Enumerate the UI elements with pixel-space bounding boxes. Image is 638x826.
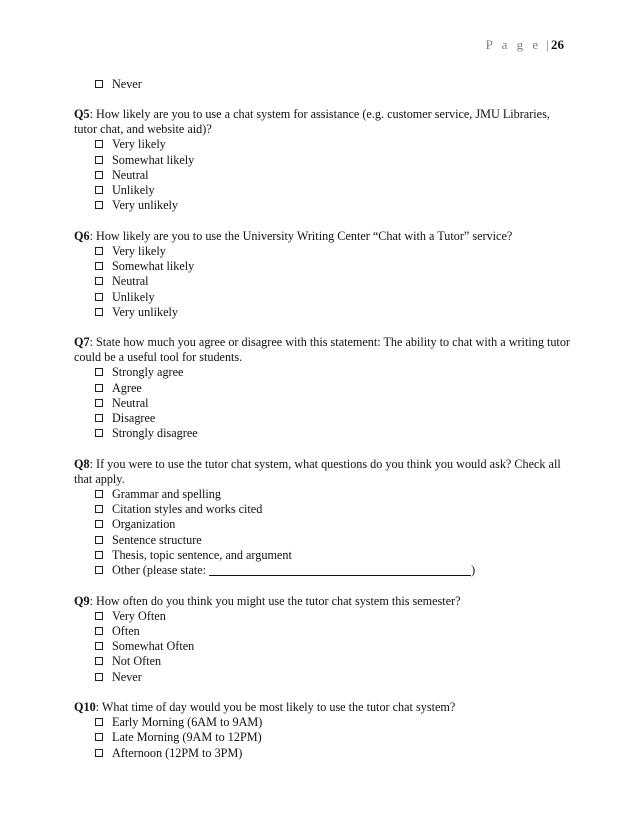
- question-number: Q9: [74, 593, 90, 608]
- option-label: Early Morning (6AM to 9AM): [112, 715, 263, 730]
- option-item[interactable]: [95, 639, 574, 654]
- option-item-other[interactable]: [95, 563, 574, 578]
- option-item[interactable]: [95, 396, 574, 411]
- option-item[interactable]: [95, 670, 574, 685]
- checkbox-icon[interactable]: [95, 247, 103, 255]
- checkbox-icon[interactable]: [95, 749, 103, 757]
- checkbox-icon[interactable]: [95, 612, 103, 620]
- option-label: Neutral: [112, 274, 149, 289]
- question-q10: [74, 700, 574, 715]
- question-number: Q7: [74, 335, 90, 350]
- checkbox-icon[interactable]: [95, 80, 103, 88]
- checkbox-icon[interactable]: [95, 308, 103, 316]
- option-label: Very likely: [112, 137, 166, 152]
- option-label: Late Morning (9AM to 12PM): [112, 730, 262, 745]
- checkbox-icon[interactable]: [95, 505, 103, 513]
- option-label: Somewhat likely: [112, 259, 195, 274]
- option-item[interactable]: [95, 381, 574, 396]
- option-label: Grammar and spelling: [112, 486, 221, 501]
- checkbox-icon[interactable]: [95, 642, 103, 650]
- option-item[interactable]: [95, 502, 574, 517]
- question-q7: [74, 335, 574, 365]
- other-label: Other (please state:: [112, 563, 210, 578]
- option-label: Somewhat likely: [112, 152, 195, 167]
- option-label: Thesis, topic sentence, and argument: [112, 547, 292, 562]
- option-item[interactable]: [95, 153, 574, 168]
- option-item[interactable]: [95, 274, 574, 289]
- option-item[interactable]: [95, 609, 574, 624]
- checkbox-icon[interactable]: [95, 368, 103, 376]
- checkbox-icon[interactable]: [95, 536, 103, 544]
- option-label: Organization: [112, 517, 176, 532]
- option-item[interactable]: [95, 548, 574, 563]
- question-q8: [74, 457, 574, 487]
- option-item[interactable]: [95, 411, 574, 426]
- option-label: Sentence structure: [112, 532, 202, 547]
- checkbox-icon[interactable]: [95, 277, 103, 285]
- option-item[interactable]: [95, 290, 574, 305]
- checkbox-icon[interactable]: [95, 673, 103, 681]
- option-label: Very unlikely: [112, 198, 179, 213]
- page-label: P a g e: [485, 37, 542, 52]
- question-gap: [74, 92, 574, 107]
- question-list: [74, 92, 574, 761]
- question-q5: [74, 107, 574, 137]
- option-item[interactable]: [95, 137, 574, 152]
- checkbox-icon[interactable]: [95, 156, 103, 164]
- option-item[interactable]: [95, 426, 574, 441]
- checkbox-icon[interactable]: [95, 718, 103, 726]
- question-text: : How likely are you to use the University Writing Center “Chat with a Tutor” service?: [89, 228, 513, 243]
- option-label: Very Often: [112, 608, 166, 623]
- checkbox-icon[interactable]: [95, 399, 103, 407]
- option-item[interactable]: [95, 746, 574, 761]
- checkbox-icon[interactable]: [95, 186, 103, 194]
- checkbox-icon[interactable]: [95, 627, 103, 635]
- option-item[interactable]: [95, 517, 574, 532]
- option-item[interactable]: [95, 715, 574, 730]
- option-label: Neutral: [112, 167, 149, 182]
- checkbox-icon[interactable]: [95, 140, 103, 148]
- question-number: Q6: [74, 228, 90, 243]
- checkbox-icon[interactable]: [95, 201, 103, 209]
- question-text: : How often do you think you might use the tutor chat system this semester?: [89, 593, 461, 608]
- checkbox-icon[interactable]: [95, 429, 103, 437]
- checkbox-icon[interactable]: [95, 262, 103, 270]
- option-item[interactable]: [95, 168, 574, 183]
- question-gap: [74, 320, 574, 335]
- question-text: : If you were to use the tutor chat system, what questions do you think you would ask? Check all that apply.: [74, 456, 561, 486]
- other-close: ): [471, 563, 476, 578]
- option-label: Unlikely: [112, 183, 155, 198]
- other-input-line[interactable]: [209, 565, 471, 576]
- option-label: Citation styles and works cited: [112, 502, 263, 517]
- option-label: Disagree: [112, 411, 156, 426]
- question-q6: [74, 229, 574, 244]
- checkbox-icon[interactable]: [95, 490, 103, 498]
- option-item[interactable]: [95, 533, 574, 548]
- option-item[interactable]: [95, 365, 574, 380]
- checkbox-icon[interactable]: [95, 414, 103, 422]
- option-label: Never: [112, 77, 142, 91]
- checkbox-icon[interactable]: [95, 293, 103, 301]
- question-text: : What time of day would you be most likely to use the tutor chat system?: [95, 700, 456, 715]
- question-text: : State how much you agree or disagree with this statement: The ability to chat with a writing tutor could be a useful tool for students.: [74, 335, 570, 365]
- page-header: [486, 37, 564, 53]
- question-gap: [74, 579, 574, 594]
- question-text: : How likely are you to use a chat system for assistance (e.g. customer service, JMU Libraries, tutor chat, and website aid)?: [74, 107, 550, 137]
- option-label: Somewhat Often: [112, 639, 195, 654]
- option-item[interactable]: [95, 244, 574, 259]
- checkbox-icon[interactable]: [95, 566, 103, 574]
- checkbox-icon[interactable]: [95, 520, 103, 528]
- option-label: Strongly agree: [112, 365, 184, 380]
- checkbox-icon[interactable]: [95, 657, 103, 665]
- option-item[interactable]: [95, 77, 574, 92]
- option-item[interactable]: [95, 730, 574, 745]
- page-separator: |: [546, 37, 549, 52]
- checkbox-icon[interactable]: [95, 171, 103, 179]
- option-label: Often: [112, 623, 140, 638]
- option-label: Afternoon (12PM to 3PM): [112, 745, 243, 760]
- question-number: Q8: [74, 456, 90, 471]
- option-item[interactable]: [95, 487, 574, 502]
- question-gap: [74, 685, 574, 700]
- option-label: Agree: [112, 380, 142, 395]
- option-item[interactable]: [95, 305, 574, 320]
- option-label: Never: [112, 669, 142, 684]
- option-item[interactable]: [95, 198, 574, 213]
- option-label: Neutral: [112, 395, 149, 410]
- checkbox-icon[interactable]: [95, 384, 103, 392]
- question-gap: [74, 442, 574, 457]
- option-item[interactable]: [95, 259, 574, 274]
- question-q9: [74, 594, 574, 609]
- option-item[interactable]: [95, 654, 574, 669]
- option-label: Not Often: [112, 654, 162, 669]
- option-label: Very unlikely: [112, 304, 179, 319]
- option-item[interactable]: [95, 624, 574, 639]
- option-label: Unlikely: [112, 289, 155, 304]
- checkbox-icon[interactable]: [95, 733, 103, 741]
- option-label: Very likely: [112, 243, 166, 258]
- question-gap: [74, 214, 574, 229]
- page-number: 26: [551, 37, 564, 52]
- question-number: Q5: [74, 107, 90, 122]
- option-item[interactable]: [95, 183, 574, 198]
- option-label: Strongly disagree: [112, 426, 198, 441]
- checkbox-icon[interactable]: [95, 551, 103, 559]
- question-number: Q10: [74, 700, 96, 715]
- survey-content: [74, 77, 574, 761]
